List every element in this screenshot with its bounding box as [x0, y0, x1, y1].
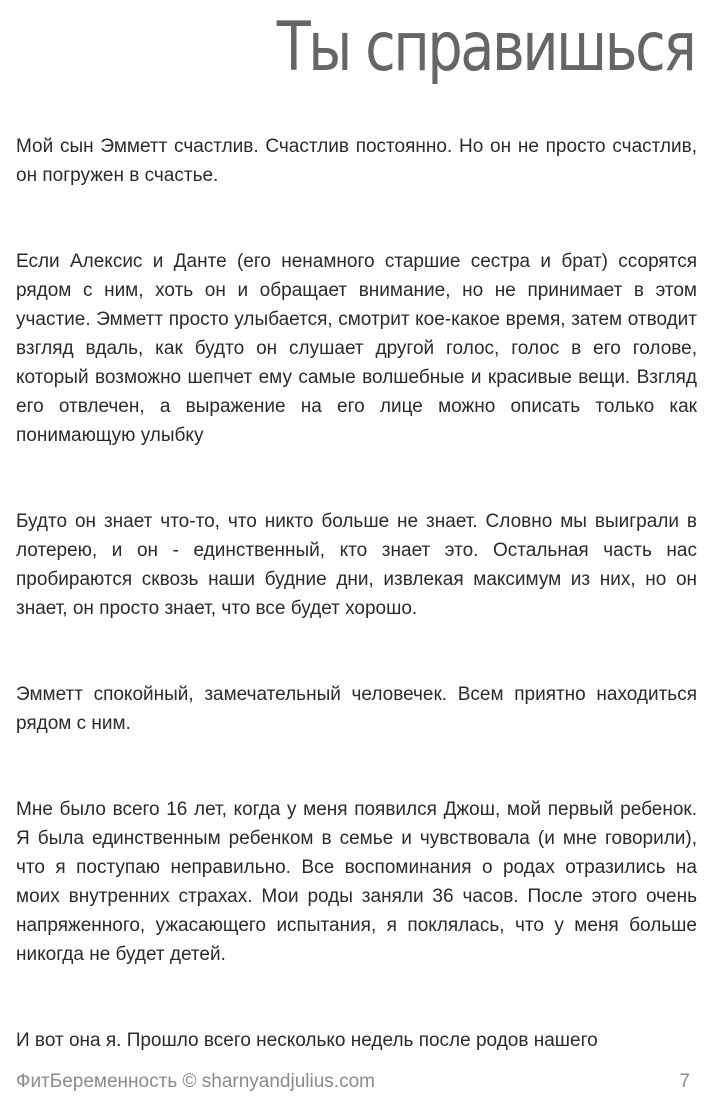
paragraph-3: Будто он знает что-то, что никто больше не знает. Словно мы выиграли в лотерею, и он - единственный, кто знает это. Остальная часть нас пробираются сквозь наши будние дни, извлекая максимум из них, но он знает, он просто знает, что все будет хорошо. [16, 511, 697, 619]
page-title: Ты справишься [276, 8, 694, 87]
paragraph-5: Мне было всего 16 лет, когда у меня появился Джош, мой первый ребенок. Я была единственным ребенком в семье и чувствовала (и мне говорили), что я поступаю неправильно. Все воспоминания о родах отразились на моих внутренних страхах. Мои роды заняли 36 часов. После этого очень напряженного, ужасающего испытания, я поклялась, что у меня больше никогда не будет детей. [16, 799, 697, 965]
paragraph-6: И вот она я. Прошло всего несколько недель после родов нашего [16, 1030, 598, 1051]
body-text [16, 132, 697, 1112]
paragraph-1: Мой сын Эмметт счастлив. Счастлив постоянно. Но он не просто счастлив, он погружен в счастье. [16, 136, 697, 186]
footer-source: ФитБеременность © sharnyandjulius.com [16, 1071, 375, 1092]
paragraph-4: Эмметт спокойный, замечательный человечек. Всем приятно находиться рядом с ним. [16, 684, 697, 734]
paragraph-2: Если Алексис и Данте (его ненамного старшие сестра и брат) ссорятся рядом с ним, хоть он и обращает внимание, но не принимает в этом участие. Эмметт просто улыбается, смотрит кое-какое время, затем отводит взгляд вдаль, как будто он слушает другой голос, голос в его голове, который возможно шепчет ему самые волшебные и красивые вещи. Взгляд его отвлечен, а выражение на его лице можно описать только как понимающую улыбку [16, 251, 697, 446]
page-number: 7 [679, 1071, 690, 1092]
